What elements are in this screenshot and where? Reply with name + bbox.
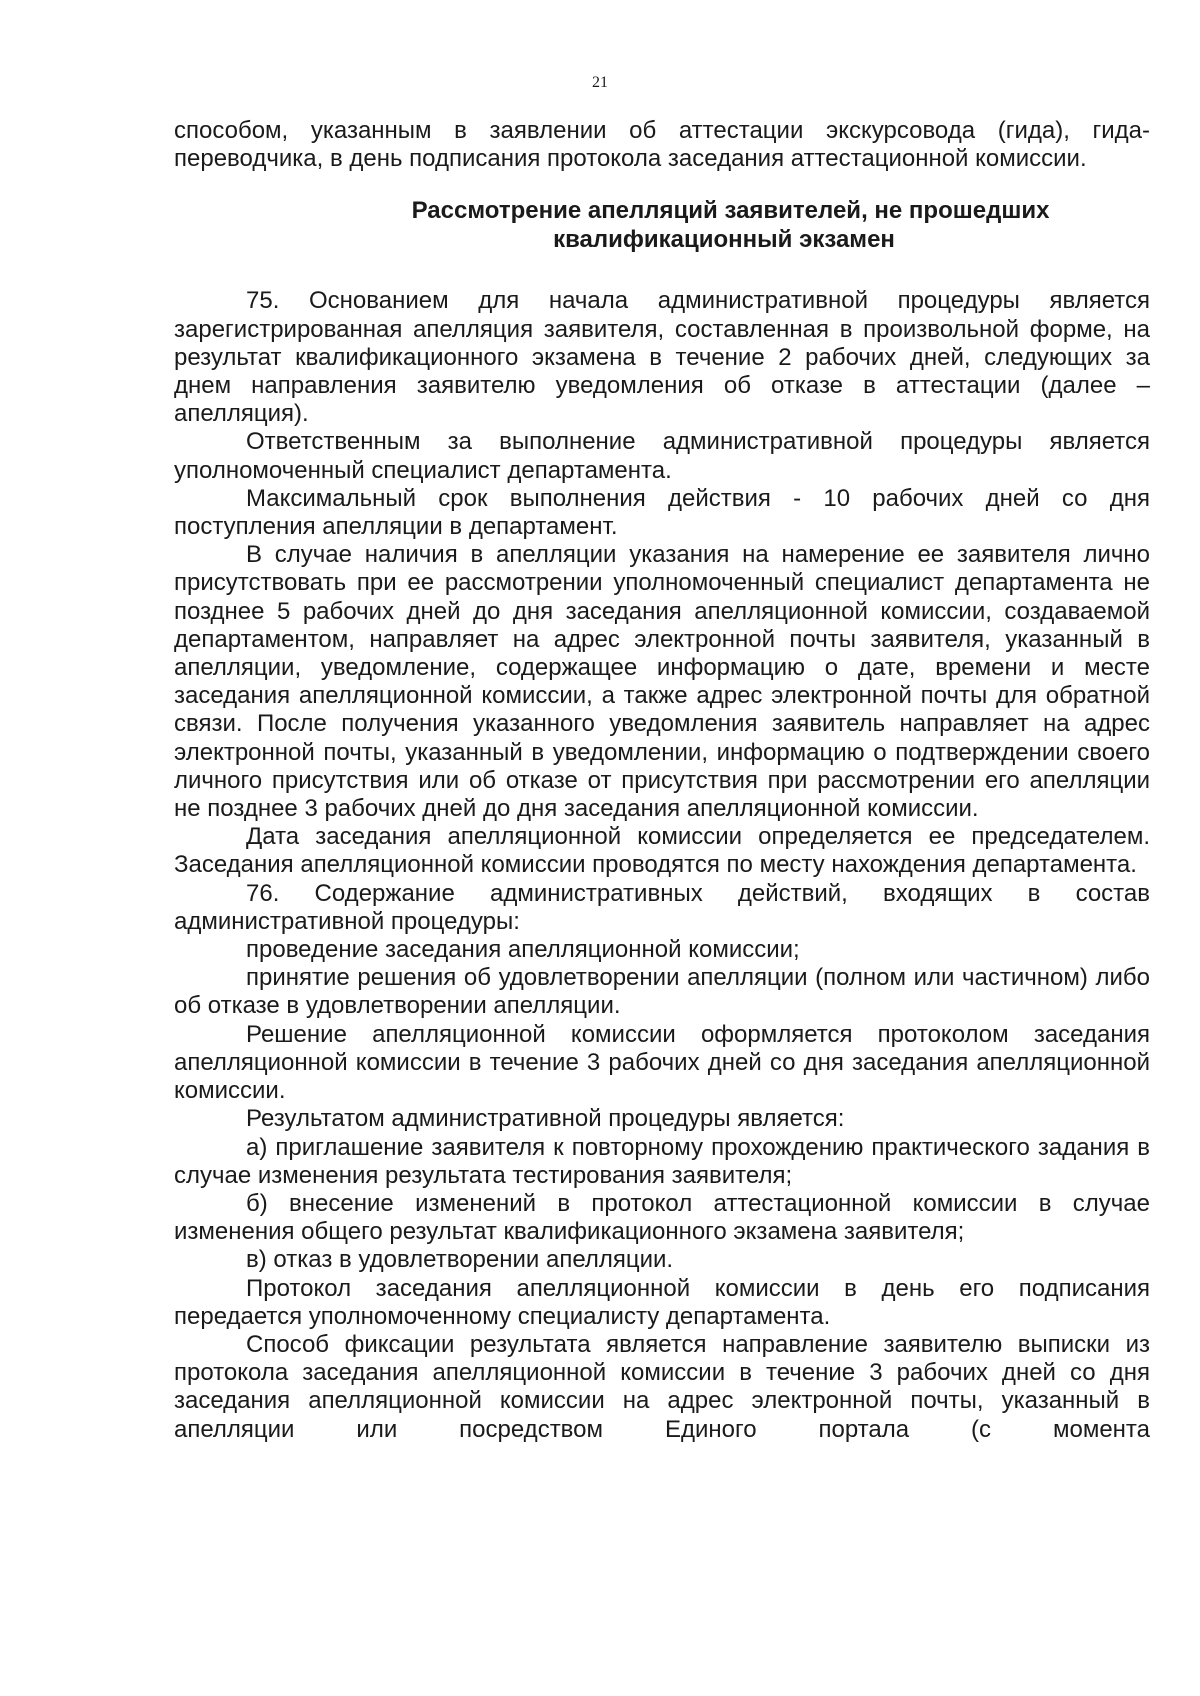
paragraph-meeting-date: Дата заседания апелляционной комиссии определяется ее председателем. Заседания апелляционной комиссии проводятся по месту нахождения департамента. (174, 823, 1150, 879)
section-heading-line-1: Рассмотрение апелляций заявителей, не прошедших (411, 197, 1050, 225)
paragraph-max-term: Максимальный срок выполнения действия - 10 рабочих дней со дня поступления апелляции в департамент. (174, 484, 1150, 541)
section-heading-line-2: квалификационный экзамен (553, 226, 895, 254)
paragraph-personal-presence: В случае наличия в апелляции указания на намерение ее заявителя лично присутствовать при ее рассмотрении уполномоченный специалист департамента не позднее 5 рабочих дней до дня заседания апелляционной комиссии, создаваемой департаментом, направляет на адрес электронной почты заявителя, указанный в апелляции, уведомление, содержащее информацию о дате, времени и месте заседания апелляционной комиссии, а также адрес электронной почты для обратной связи. После получения указанного уведомления заявитель направляет на адрес электронной почты, указанный в уведомлении, информацию о подтверждении своего личного присутствия или об отказе от присутствия при рассмотрении его апелляции не позднее 3 рабочих дней до дня заседания апелляционной комиссии. (174, 541, 1150, 823)
intro-paragraph: способом, указанным в заявлении об аттестации экскурсовода (гида), гида-переводчика, в день подписания протокола заседания аттестационной комиссии. (174, 117, 1150, 173)
page-number: 21 (592, 74, 608, 91)
paragraph-action-meeting: проведение заседания апелляционной комиссии; (246, 936, 800, 964)
paragraph-75: 75. Основанием для начала административной процедуры является зарегистрированная апелляция заявителя, составленная в произвольной форме, на результат квалификационного экзамена в течение 2 рабочих дней, следующих за днем направления заявителю уведомления об отказе в аттестации (далее – апелляция). (174, 287, 1150, 428)
document-body (174, 117, 1150, 1444)
section-heading (174, 196, 1150, 254)
paragraph-result-c: в) отказ в удовлетворении апелляции. (246, 1246, 674, 1274)
paragraph-result-a: а) приглашение заявителя к повторному прохождению практического задания в случае изменения результата тестирования заявителя; (174, 1133, 1150, 1189)
paragraph-result-intro: Результатом административной процедуры является: (246, 1105, 845, 1133)
paragraph-responsible: Ответственным за выполнение административной процедуры является уполномоченный специалист департамента. (174, 428, 1150, 484)
paragraph-protocol-transfer: Протокол заседания апелляционной комиссии в день его подписания передается уполномоченному специалисту департамента. (174, 1274, 1150, 1330)
paragraph-result-b: б) внесение изменений в протокол аттестационной комиссии в случае изменения общего результат квалификационного экзамена заявителя; (174, 1189, 1150, 1246)
paragraph-fixation-method: Способ фиксации результата является направление заявителю выписки из протокола заседания апелляционной комиссии в течение 3 рабочих дней со дня заседания апелляционной комиссии на адрес электронной почты, указанный в апелляции или посредством Единого портала (с момента (174, 1330, 1150, 1443)
paragraph-decision-protocol: Решение апелляционной комиссии оформляется протоколом заседания апелляционной комиссии в течение 3 рабочих дней со дня заседания апелляционной комиссии. (174, 1020, 1150, 1105)
paragraph-action-decision: принятие решения об удовлетворении апелляции (полном или частичном) либо об отказе в удовлетворении апелляции. (174, 964, 1150, 1020)
paragraph-76: 76. Содержание административных действий, входящих в состав административной процедуры: (174, 879, 1150, 935)
